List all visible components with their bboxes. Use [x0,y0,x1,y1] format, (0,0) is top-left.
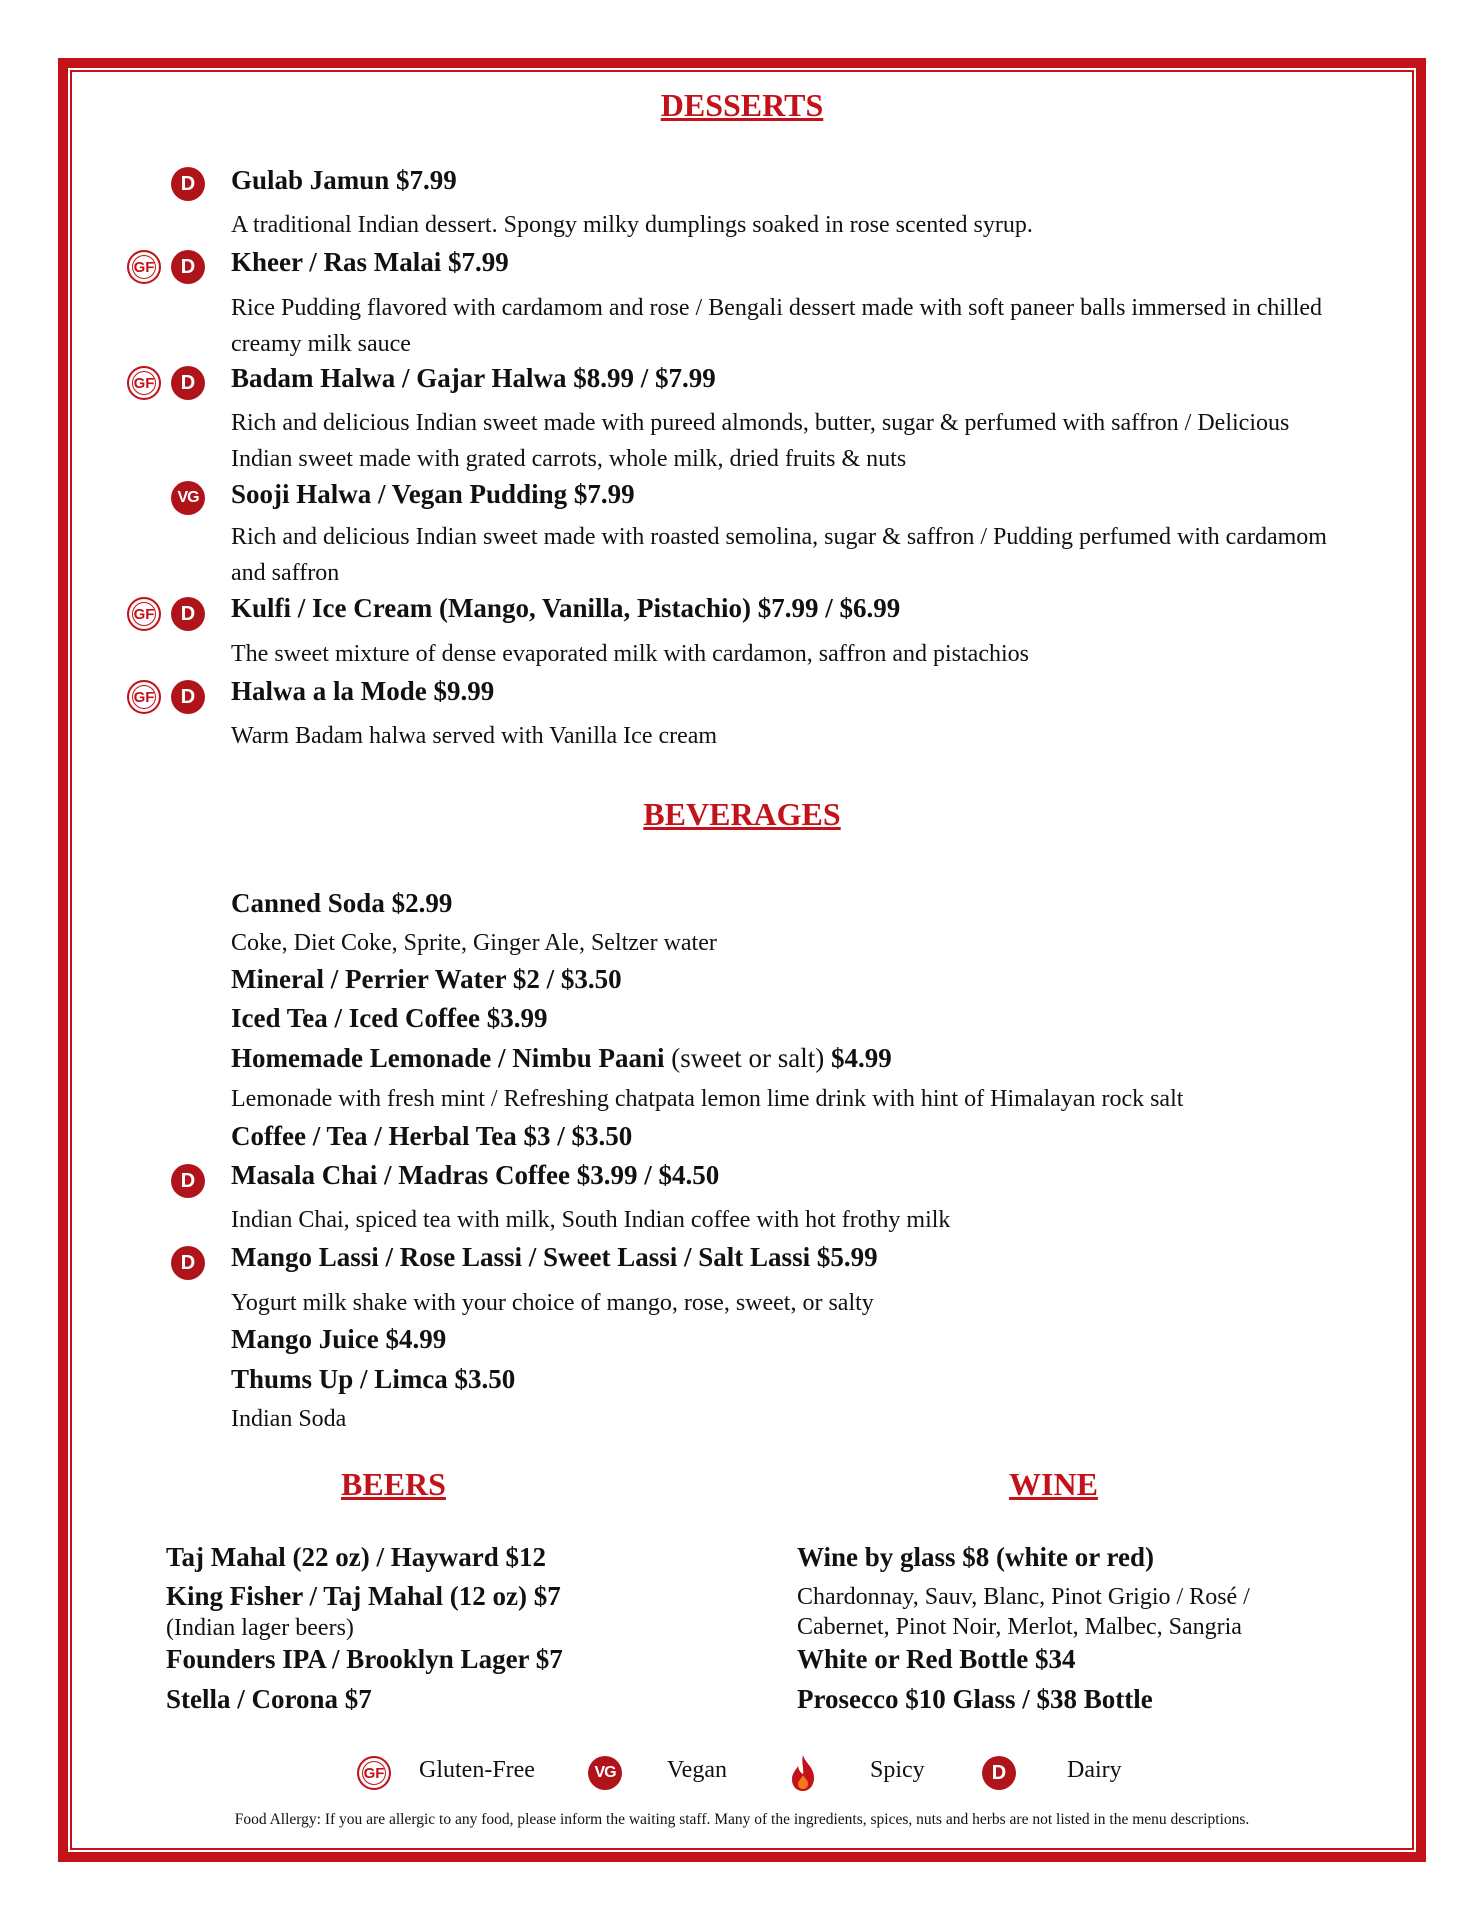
item-price: $4.99 [830,1043,892,1073]
item-name: Kulfi / Ice Cream (Mango, Vanilla, Pistachio) $7.99 / $6.99 [231,593,901,623]
wine-item: White or Red Bottle $34 [797,1644,1076,1674]
beverages-title: BEVERAGES [643,796,841,832]
item-desc: Indian Chai, spiced tea with milk, South Indian coffee with hot frothy milk [231,1207,951,1233]
item-name: Sooji Halwa / Vegan Pudding $7.99 [231,479,635,509]
item-name: Badam Halwa / Gajar Halwa $8.99 / $7.99 [231,363,716,393]
beer-item: Founders IPA / Brooklyn Lager $7 [166,1644,563,1674]
legend-vegan: Vegan [667,1757,727,1783]
dairy-badge-icon: D [171,597,205,631]
item-desc: Rich and delicious Indian sweet made with roasted semolina, sugar & saffron / Pudding perfumed with cardamom and saffron [231,524,1327,586]
beer-item: King Fisher / Taj Mahal (12 oz) $7 [166,1581,561,1611]
wine-item: Wine by glass $8 (white or red) [797,1542,1155,1572]
spicy-flame-icon [786,1753,820,1793]
item-desc: (Indian lager beers) [166,1615,354,1641]
item-name: Mango Lassi / Rose Lassi / Sweet Lassi / Salt Lassi $5.99 [231,1242,878,1272]
beers-title: BEERS [341,1466,446,1502]
item-name: Gulab Jamun $7.99 [231,165,457,195]
item-desc: Rich and delicious Indian sweet made with pureed almonds, butter, sugar & perfumed with saffron / Delicious Indian sweet made with grated carrots, whole milk, dried fruits & nuts [231,410,1290,472]
beer-item: Stella / Corona $7 [166,1684,372,1714]
gluten-free-badge-icon: GF [127,366,161,400]
gluten-free-badge-icon: GF [127,597,161,631]
dairy-badge-icon: D [171,366,205,400]
dairy-badge-icon: D [171,1164,205,1198]
wine-item: Prosecco $10 Glass / $38 Bottle [797,1684,1153,1714]
gluten-free-badge-icon: GF [357,1756,391,1790]
item-desc: Warm Badam halwa served with Vanilla Ice cream [231,723,718,749]
food-allergy-note: Food Allergy: If you are allergic to any food, please inform the waiting staff. Many of the ingredients, spices, nuts and herbs are not listed in the menu descriptions. [234,1811,1250,1828]
beverage-item-coffee-tea: Coffee / Tea / Herbal Tea $3 / $3.50 [231,1121,633,1151]
item-desc: Yogurt milk shake with your choice of mango, rose, sweet, or salty [231,1290,874,1316]
item-desc: Rice Pudding flavored with cardamom and rose / Bengali dessert made with soft paneer balls immersed in chilled creamy milk sauce [231,295,1323,357]
item-name: Halwa a la Mode $9.99 [231,676,495,706]
dairy-badge-icon: D [982,1756,1016,1790]
item-desc: Cabernet, Pinot Noir, Merlot, Malbec, Sangria [797,1614,1242,1640]
vegan-badge-icon: VG [171,481,205,515]
beverage-item-mango-juice: Mango Juice $4.99 [231,1324,447,1354]
gluten-free-badge-icon: GF [127,680,161,714]
item-desc: Indian Soda [231,1406,347,1432]
beverage-item-mineral-water: Mineral / Perrier Water $2 / $3.50 [231,964,622,994]
item-desc: A traditional Indian dessert. Spongy milky dumplings soaked in rose scented syrup. [231,212,1033,238]
item-name: Masala Chai / Madras Coffee $3.99 / $4.50 [231,1160,720,1190]
beverage-item-canned-soda: Canned Soda $2.99 [231,888,453,918]
dairy-badge-icon: D [171,250,205,284]
legend-gluten-free: Gluten-Free [419,1757,535,1783]
dairy-badge-icon: D [171,680,205,714]
legend-spicy: Spicy [870,1757,925,1783]
beer-item: Taj Mahal (22 oz) / Hayward $12 [166,1542,546,1572]
dairy-badge-icon: D [171,1246,205,1280]
item-desc: The sweet mixture of dense evaporated milk with cardamon, saffron and pistachios [231,641,1029,667]
beverage-item-iced-tea: Iced Tea / Iced Coffee $3.99 [231,1003,548,1033]
desserts-title: DESSERTS [660,87,824,123]
dairy-badge-icon: D [171,167,205,201]
item-name: Homemade Lemonade / Nimbu Paani [231,1043,665,1073]
beverage-item-lemonade [231,1043,892,1074]
wine-title: WINE [1009,1466,1098,1502]
item-desc: Chardonnay, Sauv, Blanc, Pinot Grigio / Rosé / [797,1584,1250,1610]
gluten-free-badge-icon: GF [127,250,161,284]
beverage-item-thums-up: Thums Up / Limca $3.50 [231,1364,516,1394]
item-desc: Coke, Diet Coke, Sprite, Ginger Ale, Seltzer water [231,930,717,956]
vegan-badge-icon: VG [588,1756,622,1790]
item-desc: Lemonade with fresh mint / Refreshing chatpata lemon lime drink with hint of Himalayan rock salt [231,1086,1184,1112]
item-name: Kheer / Ras Malai $7.99 [231,247,509,277]
legend-dairy: Dairy [1067,1757,1122,1783]
item-note: (sweet or salt) [671,1043,825,1073]
